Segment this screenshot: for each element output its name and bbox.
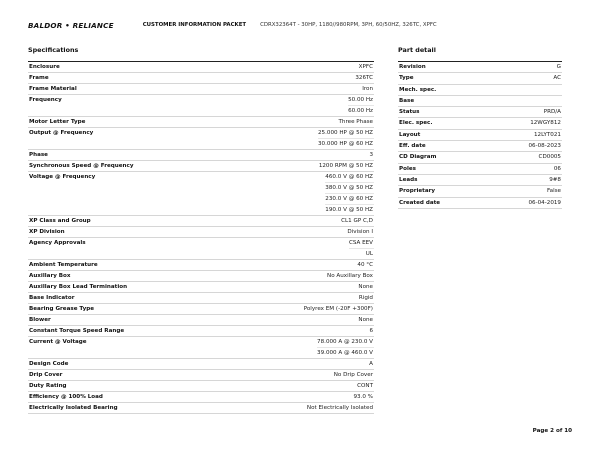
spec-row-blower (28, 315, 374, 326)
spec-row-voltage-frequency (28, 172, 374, 216)
spec-values (319, 161, 374, 171)
part-row-mech-spec (398, 85, 562, 96)
spec-label: Constant Torque Speed Range (29, 328, 125, 334)
spec-values (347, 227, 374, 237)
spec-values (369, 326, 374, 336)
spec-row-frequency (28, 95, 374, 117)
part-label: Created date (399, 199, 441, 206)
spec-values (353, 392, 374, 402)
page-header (28, 19, 437, 31)
spec-values (318, 128, 374, 149)
part-row-cd-diagram (398, 152, 562, 163)
spec-value: Three Phase (338, 119, 373, 125)
part-row-type (398, 73, 562, 84)
part-row-proprietary (398, 186, 562, 197)
spec-value: Division I (347, 229, 373, 235)
part-row-base (398, 96, 562, 107)
part-label: Mech. spec. (399, 86, 437, 93)
part-row-leads (398, 175, 562, 186)
spec-label: Ambient Temperature (29, 262, 98, 268)
spec-values (348, 95, 374, 116)
spec-row-duty-rating (28, 381, 374, 392)
spec-row-base-indicator (28, 293, 374, 304)
specifications-table (28, 61, 374, 414)
part-value: CD0005 (538, 154, 561, 161)
spec-label: Efficiency @ 100% Load (29, 394, 103, 400)
spec-values (334, 370, 374, 380)
spec-value: UL (349, 248, 374, 259)
spec-values (325, 172, 374, 215)
spec-value: Not Electrically Isolated (306, 405, 373, 411)
part-value: 06 (553, 165, 561, 172)
specifications-heading: Specifications (28, 46, 79, 54)
spec-label: Agency Approvals (29, 240, 86, 246)
spec-value: A (369, 361, 373, 367)
spec-row-phase (28, 150, 374, 161)
part-row-created-date (398, 198, 562, 209)
spec-row-frame (28, 73, 374, 84)
part-label: Poles (399, 165, 416, 172)
spec-values (358, 282, 374, 292)
part-label: Eff. date (399, 143, 426, 150)
spec-values (369, 359, 374, 369)
part-row-eff-date (398, 141, 562, 152)
spec-value: 326TC (355, 75, 373, 81)
part-label: Base (399, 97, 415, 104)
spec-label: Output @ Frequency (29, 130, 94, 136)
part-row-revision (398, 62, 562, 73)
part-value: PRD/A (543, 109, 561, 116)
spec-values (369, 150, 374, 160)
part-row-poles (398, 164, 562, 175)
spec-value: 460.0 V @ 60 HZ (325, 174, 373, 180)
part-row-layout (398, 130, 562, 141)
spec-values (359, 62, 374, 72)
spec-value: 30.000 HP @ 60 HZ (318, 138, 374, 149)
spec-label: Synchronous Speed @ Frequency (29, 163, 134, 169)
spec-row-drip-cover (28, 370, 374, 381)
spec-label: Duty Rating (29, 383, 67, 389)
spec-label: Blower (29, 317, 51, 323)
spec-label: Auxillary Box Lead Termination (29, 284, 128, 290)
brand-logo: BALDOR • RELIANCE (28, 20, 114, 30)
spec-values (357, 381, 374, 391)
part-value: 12LYT021 (533, 131, 561, 138)
part-label: Status (399, 109, 420, 116)
spec-values (349, 238, 374, 259)
spec-values (358, 315, 374, 325)
spec-value: 190.0 V @ 50 HZ (325, 204, 374, 215)
spec-value: None (358, 317, 373, 323)
spec-label: Motor Letter Type (29, 119, 86, 125)
part-label: Elec. spec. (399, 120, 433, 127)
part-detail-heading: Part detail (398, 46, 436, 54)
packet-title: CUSTOMER INFORMATION PACKET (142, 22, 247, 28)
spec-row-xp-class-and-group (28, 216, 374, 227)
spec-label: Base Indicator (29, 295, 75, 301)
spec-value: No Drip Cover (333, 372, 373, 378)
spec-values (327, 271, 374, 281)
spec-values (317, 337, 374, 358)
spec-label: Frame (29, 75, 49, 81)
spec-value: 40 °C (357, 262, 373, 268)
spec-value: 1200 RPM @ 50 HZ (318, 163, 373, 169)
spec-label: Current @ Voltage (29, 339, 87, 345)
spec-values (338, 117, 374, 127)
spec-value: None (358, 284, 373, 290)
part-value (561, 85, 562, 95)
spec-row-auxillary-box-lead-termination (28, 282, 374, 293)
part-detail-table (398, 61, 562, 209)
spec-row-design-code (28, 359, 374, 370)
part-label: Layout (399, 131, 421, 138)
spec-row-efficiency-100-load (28, 392, 374, 403)
part-label: Leads (399, 176, 418, 183)
spec-value: CONT (357, 383, 373, 389)
spec-label: Bearing Grease Type (29, 306, 95, 312)
spec-values (355, 73, 374, 83)
spec-value: 380.0 V @ 50 HZ (325, 182, 374, 193)
spec-label: Frequency (29, 97, 62, 103)
part-label: Proprietary (399, 188, 436, 195)
spec-row-xp-division (28, 227, 374, 238)
spec-value: Iron (362, 86, 373, 92)
spec-value: 50.00 Hz (348, 97, 373, 103)
spec-row-motor-letter-type (28, 117, 374, 128)
spec-values (304, 304, 374, 314)
spec-label: Enclosure (29, 64, 60, 70)
part-label: Revision (399, 64, 426, 70)
part-row-elec-spec (398, 118, 562, 129)
spec-value: CL1 GP C,D (341, 218, 373, 224)
spec-row-agency-approvals (28, 238, 374, 260)
spec-row-enclosure (28, 62, 374, 73)
part-value: False (546, 188, 561, 195)
spec-label: XP Class and Group (29, 218, 91, 224)
spec-row-current-voltage (28, 337, 374, 359)
spec-row-frame-material (28, 84, 374, 95)
spec-value: No Auxillary Box (327, 273, 373, 279)
spec-value: 60.00 Hz (348, 105, 374, 116)
part-row-status (398, 107, 562, 118)
part-value: 06-04-2019 (528, 199, 561, 206)
spec-label: XP Division (29, 229, 65, 235)
spec-row-output-frequency (28, 128, 374, 150)
spec-value: 39.000 A @ 460.0 V (317, 347, 374, 358)
spec-label: Phase (29, 152, 48, 158)
spec-row-synchronous-speed-frequency (28, 161, 374, 172)
spec-values (362, 84, 374, 94)
page-number: Page 2 of 10 (532, 428, 572, 434)
spec-label: Frame Material (29, 86, 77, 92)
spec-values (359, 293, 374, 303)
spec-value: 25.000 HP @ 50 HZ (317, 130, 373, 136)
spec-value: 78.000 A @ 230.0 V (317, 339, 373, 345)
spec-value: Rigid (358, 295, 373, 301)
spec-label: Voltage @ Frequency (29, 174, 96, 180)
spec-value: 3 (369, 152, 373, 158)
spec-row-auxillary-box (28, 271, 374, 282)
part-value: 06-08-2023 (528, 143, 561, 150)
spec-values (357, 260, 374, 270)
spec-label: Auxillary Box (29, 273, 71, 279)
spec-value: 93.0 % (353, 394, 373, 400)
part-value: G (556, 64, 561, 70)
spec-value: 230.0 V @ 60 HZ (325, 193, 374, 204)
spec-values (307, 403, 374, 413)
spec-label: Drip Cover (29, 372, 63, 378)
part-label: Type (399, 75, 414, 82)
spec-label: Electrically Isolated Bearing (29, 405, 118, 411)
spec-row-electrically-isolated-bearing (28, 403, 374, 414)
product-description: CDRX32364T - 30HP, 1180//980RPM, 3PH, 60/50HZ, 326TC, XPFC (260, 22, 437, 28)
spec-value: 6 (369, 328, 373, 334)
spec-row-bearing-grease-type (28, 304, 374, 315)
part-value: AC (553, 75, 561, 82)
spec-value: XPFC (358, 64, 373, 70)
spec-label: Design Code (29, 361, 69, 367)
spec-values (341, 216, 374, 226)
part-value (561, 96, 562, 106)
part-value: 9#8 (549, 176, 561, 183)
spec-value: Polyrex EM (-20F +300F) (303, 306, 373, 312)
part-label: CD Diagram (399, 154, 437, 161)
spec-row-ambient-temperature (28, 260, 374, 271)
spec-row-constant-torque-speed-range (28, 326, 374, 337)
spec-value: CSA EEV (348, 240, 373, 246)
part-value: 12WGY812 (530, 120, 561, 127)
